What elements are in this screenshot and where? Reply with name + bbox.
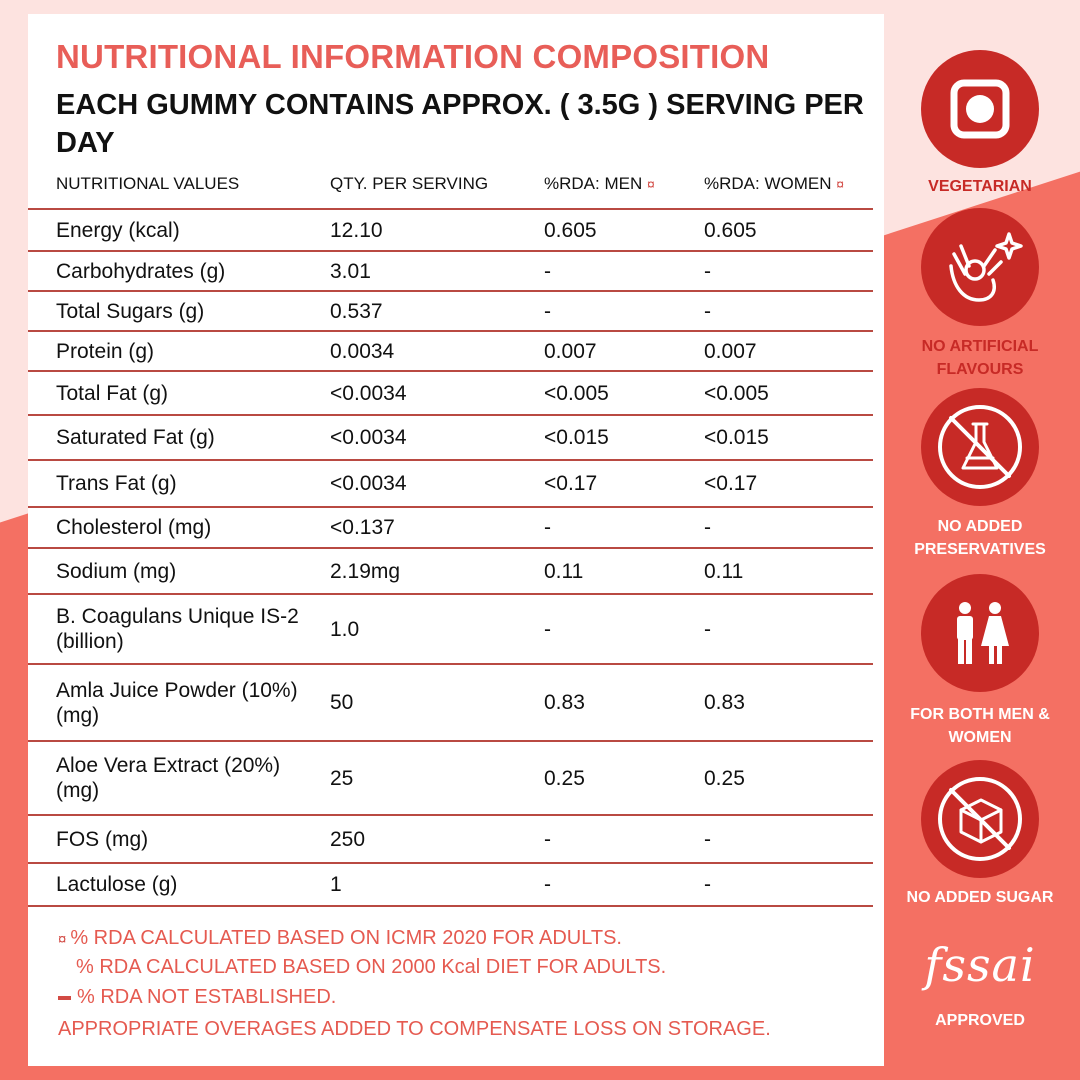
- table-divider: [28, 814, 873, 816]
- note-not-established: % RDA NOT ESTABLISHED.: [58, 986, 336, 1009]
- fssai-certification: [884, 940, 1076, 1030]
- qty-per-serving: 12.10: [330, 219, 383, 242]
- qty-per-serving: <0.0034: [330, 382, 407, 405]
- rda-women: -: [704, 300, 711, 323]
- rda-women: -: [704, 618, 711, 641]
- rda-men: 0.007: [544, 340, 597, 363]
- nutrient-name: Amla Juice Powder (10%) (mg): [56, 679, 298, 727]
- rda-men: <0.005: [544, 382, 609, 405]
- table-divider: [28, 414, 873, 416]
- table-divider: [28, 740, 873, 742]
- badge-label-no-artificial: NO ARTIFICIAL FLAVOURS: [921, 338, 1039, 378]
- no-chemical-flask-icon: [921, 388, 1039, 506]
- note-2000kcal: % RDA CALCULATED BASED ON 2000 Kcal DIET FOR ADULTS.: [76, 956, 667, 978]
- qty-per-serving: <0.0034: [330, 426, 407, 449]
- rda-men: -: [544, 618, 551, 641]
- man-woman-icon: [921, 574, 1039, 692]
- qty-per-serving: <0.0034: [330, 472, 407, 495]
- vegetarian-icon: [921, 50, 1039, 168]
- table-divider: [28, 208, 873, 210]
- ok-hand-sparkle-icon: [921, 208, 1039, 326]
- table-divider: [28, 905, 873, 907]
- qty-per-serving: 0.537: [330, 300, 383, 323]
- table-divider: [28, 330, 873, 332]
- nutrient-name: FOS (mg): [56, 828, 149, 851]
- rda-men: -: [544, 828, 551, 851]
- rda-men: <0.015: [544, 426, 609, 449]
- nutrient-name: Aloe Vera Extract (20%) (mg): [56, 754, 281, 802]
- rda-women: -: [704, 516, 711, 539]
- column-header-rda-women: %RDA: WOMEN ¤: [704, 174, 845, 193]
- nutrient-name: Total Fat (g): [56, 382, 169, 405]
- fssai-approved-label: APPROVED: [935, 1012, 1025, 1029]
- rda-women: -: [704, 873, 711, 896]
- rda-mark-icon: ¤: [836, 176, 845, 192]
- qty-per-serving: 25: [330, 767, 354, 790]
- rda-women: 0.605: [704, 219, 757, 242]
- qty-per-serving: 1.0: [330, 618, 360, 641]
- qty-per-serving: 250: [330, 828, 366, 851]
- serving-subtitle: EACH GUMMY CONTAINS APPROX. ( 3.5G ) SERVING PER DAY: [56, 89, 864, 159]
- rda-women: 0.83: [704, 691, 745, 714]
- rda-women: <0.015: [704, 426, 769, 449]
- rda-women: 0.007: [704, 340, 757, 363]
- qty-per-serving: 3.01: [330, 260, 371, 283]
- rda-women: -: [704, 828, 711, 851]
- rda-mark-icon: ¤: [58, 931, 67, 948]
- nutrient-name: Saturated Fat (g): [56, 426, 215, 449]
- rda-women: 0.25: [704, 767, 745, 790]
- qty-per-serving: 50: [330, 691, 354, 714]
- column-header-rda-men: %RDA: MEN ¤: [544, 174, 655, 193]
- table-divider: [28, 250, 873, 252]
- nutrient-name: Carbohydrates (g): [56, 260, 226, 283]
- nutrient-name: B. Coagulans Unique IS-2 (billion): [56, 605, 299, 653]
- note-icmr: ¤ % RDA CALCULATED BASED ON ICMR 2020 FOR ADULTS.: [58, 927, 622, 949]
- table-divider: [28, 547, 873, 549]
- nutrient-name: Sodium (mg): [56, 560, 177, 583]
- nutrition-card: [28, 14, 884, 1066]
- no-sugar-cube-icon: [921, 760, 1039, 878]
- rda-women: <0.005: [704, 382, 769, 405]
- rda-men: -: [544, 300, 551, 323]
- badge-label-no-preservatives: NO ADDED PRESERVATIVES: [914, 518, 1046, 558]
- qty-per-serving: 0.0034: [330, 340, 395, 363]
- nutrient-name: Total Sugars (g): [56, 300, 205, 323]
- table-divider: [28, 862, 873, 864]
- qty-per-serving: 2.19mg: [330, 560, 401, 583]
- badge-label-men-women: FOR BOTH MEN & WOMEN: [910, 706, 1050, 746]
- rda-men: 0.605: [544, 219, 597, 242]
- rda-men: -: [544, 516, 551, 539]
- note-overages: APPROPRIATE OVERAGES ADDED TO COMPENSATE LOSS ON STORAGE.: [58, 1018, 771, 1040]
- rda-men: -: [544, 260, 551, 283]
- table-divider: [28, 663, 873, 665]
- qty-per-serving: <0.137: [330, 516, 395, 539]
- rda-mark-icon: ¤: [646, 176, 655, 192]
- table-divider: [28, 370, 873, 372]
- table-divider: [28, 459, 873, 461]
- rda-men: 0.25: [544, 767, 585, 790]
- rda-men: 0.83: [544, 691, 585, 714]
- column-header-qty: QTY. PER SERVING: [330, 174, 489, 193]
- rda-women: -: [704, 260, 711, 283]
- badge-label-vegetarian: VEGETARIAN: [928, 178, 1032, 195]
- fssai-logo: fssai: [924, 938, 1036, 992]
- table-divider: [28, 593, 873, 595]
- rda-men: 0.11: [544, 560, 584, 583]
- nutrient-name: Lactulose (g): [56, 873, 178, 896]
- nutrient-name: Cholesterol (mg): [56, 516, 212, 539]
- column-header-nutritional-values: NUTRITIONAL VALUES: [56, 174, 240, 193]
- table-divider: [28, 506, 873, 508]
- badge-label-no-sugar: NO ADDED SUGAR: [906, 889, 1054, 906]
- page-title: NUTRITIONAL INFORMATION COMPOSITION: [56, 38, 770, 75]
- rda-women: <0.17: [704, 472, 758, 495]
- rda-men: <0.17: [544, 472, 598, 495]
- table-divider: [28, 290, 873, 292]
- dash-icon: [58, 996, 71, 1000]
- nutrient-name: Energy (kcal): [56, 219, 180, 242]
- nutrient-name: Trans Fat (g): [56, 472, 177, 495]
- nutrient-name: Protein (g): [56, 340, 155, 363]
- qty-per-serving: 1: [330, 873, 342, 896]
- rda-men: -: [544, 873, 551, 896]
- rda-women: 0.11: [704, 560, 744, 583]
